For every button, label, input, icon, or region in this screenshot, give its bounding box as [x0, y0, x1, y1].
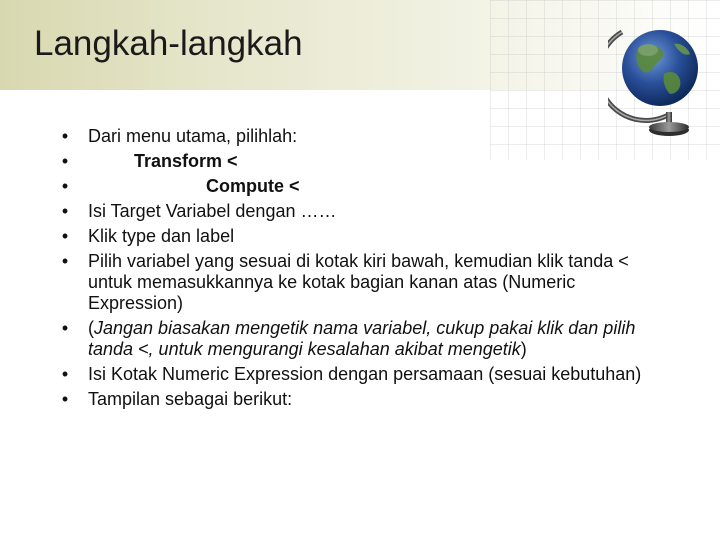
- bullet-text-transform: Transform <: [134, 151, 238, 171]
- list-item: [58, 126, 658, 147]
- list-item: [58, 318, 658, 360]
- bullet-marker: •: [61, 151, 69, 171]
- slide-title: Langkah-langkah: [34, 24, 303, 63]
- globe-icon: [608, 14, 708, 144]
- list-item: [58, 176, 658, 197]
- list-item: [58, 151, 658, 172]
- note-close-paren: ): [520, 339, 527, 359]
- list-item: [58, 201, 658, 222]
- bullet-text-compute: Compute <: [206, 176, 300, 196]
- bullet-marker: •: [61, 176, 69, 196]
- list-item: [58, 364, 658, 385]
- bullet-marker: •: [61, 318, 69, 338]
- list-item: [58, 389, 658, 410]
- bullet-text: Isi Kotak Numeric Expression dengan persamaan (sesuai kebutuhan): [88, 364, 642, 384]
- bullet-text: Dari menu utama, pilihlah:: [88, 126, 298, 146]
- list-item: [58, 226, 658, 247]
- bullet-marker: •: [61, 389, 69, 409]
- note-open-paren: (: [88, 318, 94, 338]
- bullet-text-note: [88, 318, 658, 360]
- bullet-text: Pilih variabel yang sesuai di kotak kiri bawah, kemudian klik tanda < untuk memasukkannya ke kotak bagian kanan atas (Numeric Expression): [88, 251, 629, 313]
- bullet-marker: •: [61, 364, 69, 384]
- bullet-marker: •: [61, 126, 69, 146]
- bullet-marker: •: [61, 251, 69, 271]
- bullet-text: Isi Target Variabel dengan ……: [88, 201, 337, 221]
- bullet-marker: •: [61, 201, 69, 221]
- bullet-list: [58, 126, 658, 414]
- bullet-text: Klik type dan label: [88, 226, 235, 246]
- bullet-marker: •: [61, 226, 69, 246]
- note-italic-text: Jangan biasakan mengetik nama variabel, cukup pakai klik dan pilih tanda <, untuk mengurangi kesalahan akibat mengetik: [88, 318, 636, 359]
- bullet-text: Tampilan sebagai berikut:: [88, 389, 293, 409]
- list-item: [58, 251, 658, 314]
